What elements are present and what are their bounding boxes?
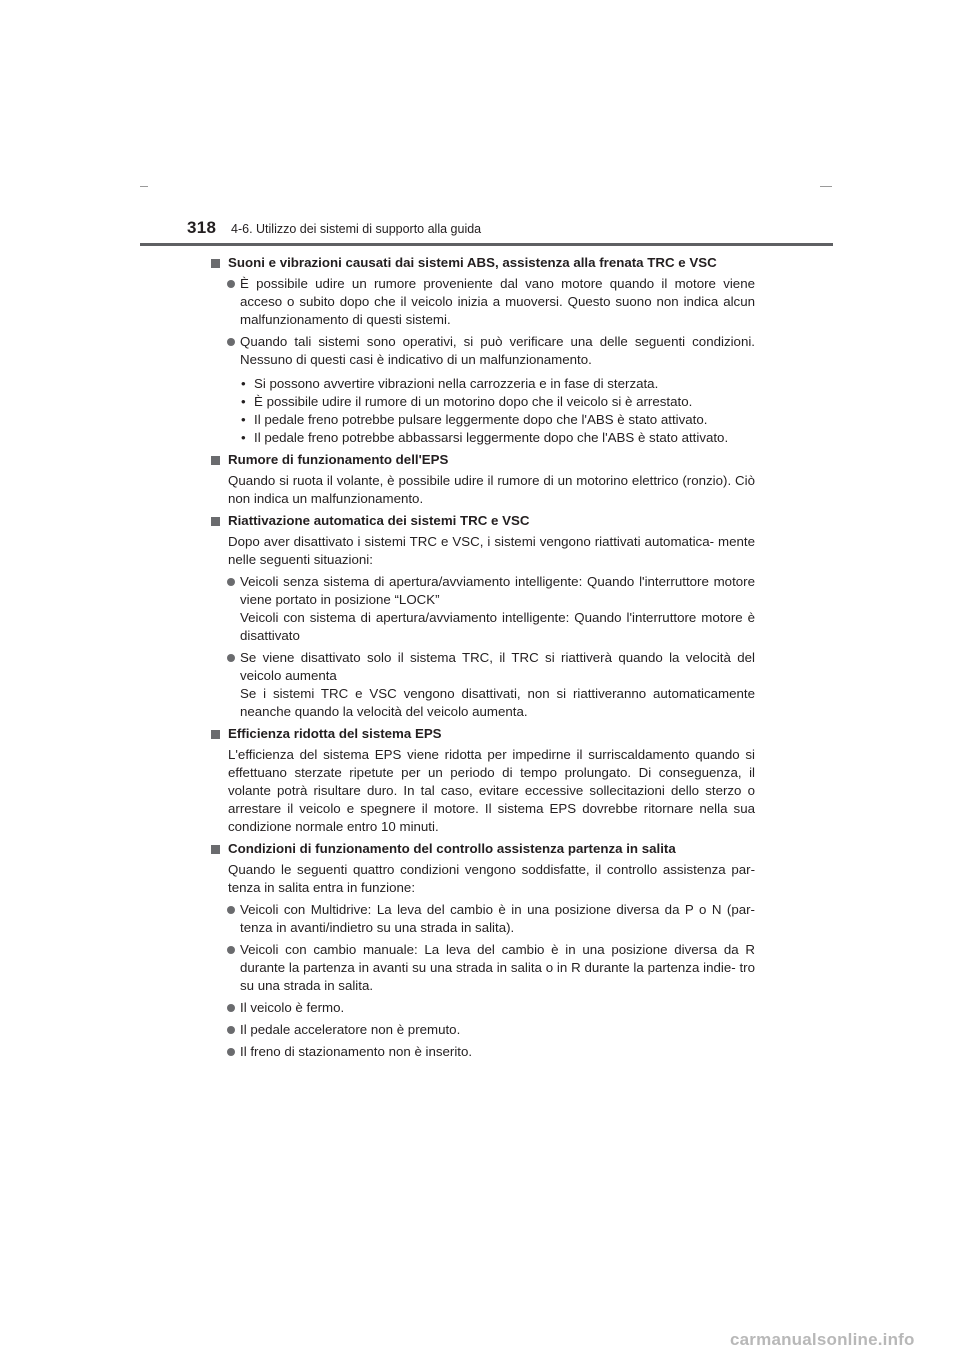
section-title xyxy=(210,840,755,858)
bullet-item xyxy=(210,649,755,721)
bullet-text: Veicoli con cambio manuale: La leva del cambio è in una posizione diversa da R durante la partenza in avanti su una strada in salita o in R durante la partenza indie- tro su una strada in salita. xyxy=(240,942,755,993)
sub-item-text: Si possono avvertire vibrazioni nella carrozzeria e in fase di sterzata. xyxy=(254,376,659,391)
bullet-item xyxy=(210,901,755,937)
section-title-text: Rumore di funzionamento dell'EPS xyxy=(228,452,449,467)
bullet-text: Il freno di stazionamento non è inserito. xyxy=(240,1044,473,1059)
sub-item-text: Il pedale freno potrebbe abbassarsi leggermente dopo che l'ABS è stato attivato. xyxy=(254,430,729,445)
section-title-text: Efficienza ridotta del sistema EPS xyxy=(228,726,442,741)
section-paragraph: Quando le seguenti quattro condizioni vengono soddisfatte, il controllo assistenza par- tenza in salita entra in funzione: xyxy=(228,862,755,895)
section-eps-noise xyxy=(210,451,755,508)
square-bullet-icon xyxy=(211,517,220,526)
bullet-item xyxy=(210,275,755,329)
square-bullet-icon xyxy=(211,845,220,854)
round-bullet-icon xyxy=(227,1004,235,1012)
bullet-item xyxy=(210,941,755,995)
bullet-item xyxy=(210,333,755,369)
round-bullet-icon xyxy=(227,1026,235,1034)
bullet-item xyxy=(210,1021,755,1039)
page-number: 318 xyxy=(187,218,217,237)
bullet-text: Se i sistemi TRC e VSC vengono disattivati, non si riattiveranno automaticamente neanche quando la velocità del veicolo aumenta. xyxy=(240,686,755,719)
bullet-text: Il veicolo è fermo. xyxy=(240,1000,345,1015)
section-paragraph: Dopo aver disattivato i sistemi TRC e VSC, i sistemi vengono riattivati automatica- mente nelle seguenti situazioni: xyxy=(228,534,755,567)
section-title xyxy=(210,725,755,743)
bullet-text: Veicoli senza sistema di apertura/avviamento intelligente: Quando l'interruttore motore viene portato in posizione “LOCK” xyxy=(240,574,755,607)
dot-mark-icon: • xyxy=(241,430,246,445)
section-eps-efficiency xyxy=(210,725,755,836)
sub-item-text: Il pedale freno potrebbe pulsare leggermente dopo che l'ABS è stato attivato. xyxy=(254,412,708,427)
sub-list-item xyxy=(240,375,755,393)
sub-list-item xyxy=(240,393,755,411)
section-paragraph: L'efficienza del sistema EPS viene ridotta per impedirne il surriscaldamento quando si effettuano sterzate ripetute per un periodo di tempo prolungato. Di conseguenza, il volante potrà risultare duro. In tal caso, evitare eccessive sollecitazioni dello sterzo o arrestare il veicolo e spegnere il motore. Il sistema EPS dovrebbe ritornare nella sua condizione normale entro 10 minuti. xyxy=(228,747,755,834)
bullet-item xyxy=(210,573,755,645)
bullet-text: Se viene disattivato solo il sistema TRC, il TRC si riattiverà quando la velocità del veicolo aumenta xyxy=(240,650,755,683)
bullet-text: Veicoli con Multidrive: La leva del cambio è in una posizione diversa da P o N (par- tenza in avanti/indietro su una strada in salita). xyxy=(240,902,755,935)
round-bullet-icon xyxy=(227,946,235,954)
page-header xyxy=(0,210,960,250)
section-title xyxy=(210,451,755,469)
dot-mark-icon: • xyxy=(241,394,246,409)
section-abs-sounds xyxy=(210,254,755,447)
section-auto-reactivation xyxy=(210,512,755,721)
bullet-text: Veicoli con sistema di apertura/avviamento intelligente: Quando l'interruttore motore è disattivato xyxy=(240,610,755,643)
round-bullet-icon xyxy=(227,1048,235,1056)
running-head: 4-6. Utilizzo dei sistemi di supporto alla guida xyxy=(231,222,482,236)
bullet-text: È possibile udire un rumore proveniente dal vano motore quando il motore viene acceso o subito dopo che il veicolo inizia a muoversi. Questo suono non indica alcun malfunzionamento di questi sistemi. xyxy=(240,276,755,327)
sub-list-item xyxy=(240,411,755,429)
section-title-text: Riattivazione automatica dei sistemi TRC e VSC xyxy=(228,513,530,528)
square-bullet-icon xyxy=(211,456,220,465)
section-title xyxy=(210,512,755,530)
watermark: carmanualsonline.info xyxy=(730,1330,915,1349)
bullet-item xyxy=(210,999,755,1017)
round-bullet-icon xyxy=(227,280,235,288)
square-bullet-icon xyxy=(211,259,220,268)
bullet-text: Quando tali sistemi sono operativi, si può verificare una delle seguenti condizioni. Nessuno di questi casi è indicativo di un malfunzionamento. xyxy=(240,334,755,367)
round-bullet-icon xyxy=(227,654,235,662)
round-bullet-icon xyxy=(227,906,235,914)
section-paragraph: Quando si ruota il volante, è possibile udire il rumore di un motorino elettrico (ronzio). Ciò non indica un malfunzionamento. xyxy=(228,473,755,506)
section-title xyxy=(210,254,755,272)
section-hill-start-assist xyxy=(210,840,755,1061)
section-title-text: Condizioni di funzionamento del controllo assistenza partenza in salita xyxy=(228,841,676,856)
dot-mark-icon: • xyxy=(241,412,246,427)
crop-mark-left xyxy=(140,186,148,187)
bullet-text: Il pedale acceleratore non è premuto. xyxy=(240,1022,461,1037)
bullet-item xyxy=(210,1043,755,1061)
header-rule xyxy=(140,243,833,246)
sub-item-text: È possibile udire il rumore di un motorino dopo che il veicolo si è arrestato. xyxy=(254,394,693,409)
dot-mark-icon: • xyxy=(241,376,246,391)
section-title-text: Suoni e vibrazioni causati dai sistemi ABS, assistenza alla frenata TRC e VSC xyxy=(228,255,717,270)
sub-list-item xyxy=(240,429,755,447)
page-body xyxy=(210,254,755,1065)
round-bullet-icon xyxy=(227,578,235,586)
round-bullet-icon xyxy=(227,338,235,346)
sub-list xyxy=(210,375,755,447)
square-bullet-icon xyxy=(211,730,220,739)
crop-mark-right xyxy=(820,186,832,187)
